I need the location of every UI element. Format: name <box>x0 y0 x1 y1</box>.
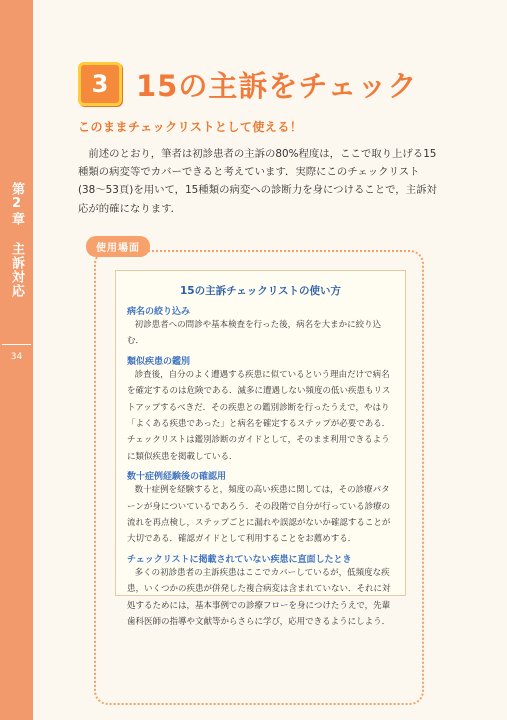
section-number-badge: 3 <box>78 62 122 106</box>
section-subtitle: このままチェックリストとして使える！ <box>78 120 303 134</box>
section-body-differential: 診査後，自分のよく遭遇する疾患に似ているという理由だけで病名を確定するのは危険である．滅多に遭遇しない頻度の低い疾患もリストアップするべきだ．その疾患との鑑別診断を行ったうえで，やはり「よくある疾患であった」と病名を確定するステップが必要である．チェックリストは鑑別診断のガイドとして，そのまま利用できるように類似疾患を掲載している． <box>127 369 391 462</box>
checklist-usage-card <box>115 270 406 628</box>
section-body-unlisted: 多くの初診患者の主訴疾患はここでカバーしているが，低頻度な疾患，いくつかの疾患が併発した複合病変は含まれていない．それに対処するためには，基本事例での診療フローを身につけたうえで，先輩歯科医師の指導や文献等からさらに学び，応用できるようにしよう． <box>127 567 391 628</box>
section-heading-unlisted: チェックリストに掲載されていない疾患に直面したとき <box>127 554 352 565</box>
usage-tab-label: 使用場面 <box>86 236 150 257</box>
section-heading-review: 数十症例経験後の確認用 <box>127 472 227 483</box>
section-body-review: 数十症例を経験すると，頻度の高い疾患に関しては，その診療パターンが身についているであろう．その段階で自分が行っている診療の流れを再点検し，ステップごとに漏れや誤認がないか確認することが大切である．確認ガイドとして利用することをお薦めする． <box>127 485 391 545</box>
chapter-label: 第2章 主訴対応 <box>9 182 24 298</box>
section-title: 15の主訴をチェック <box>136 68 418 103</box>
card-title: 15の主訴チェックリストの使い方 <box>179 285 342 297</box>
section-body-narrowing: 初診患者への問診や基本検査を行った後，病名を大まかに絞り込む． <box>127 320 382 347</box>
sidebar-divider <box>2 344 31 345</box>
page-number: 34 <box>10 352 23 362</box>
section-heading-narrowing: 病名の絞り込み <box>127 307 191 317</box>
intro-paragraph: 前述のとおり，筆者は初診患者の主訴の80%程度は，ここで取り上げる15種類の病変等でカバーできると考えています．実際にこのチェックリスト(38〜53頁)を用いて，15種類の病変への診断力を身につけることで，主訴対応が的確になります． <box>78 148 437 215</box>
section-heading-differential: 類似疾患の鑑別 <box>127 356 191 367</box>
section-heading <box>78 62 418 106</box>
